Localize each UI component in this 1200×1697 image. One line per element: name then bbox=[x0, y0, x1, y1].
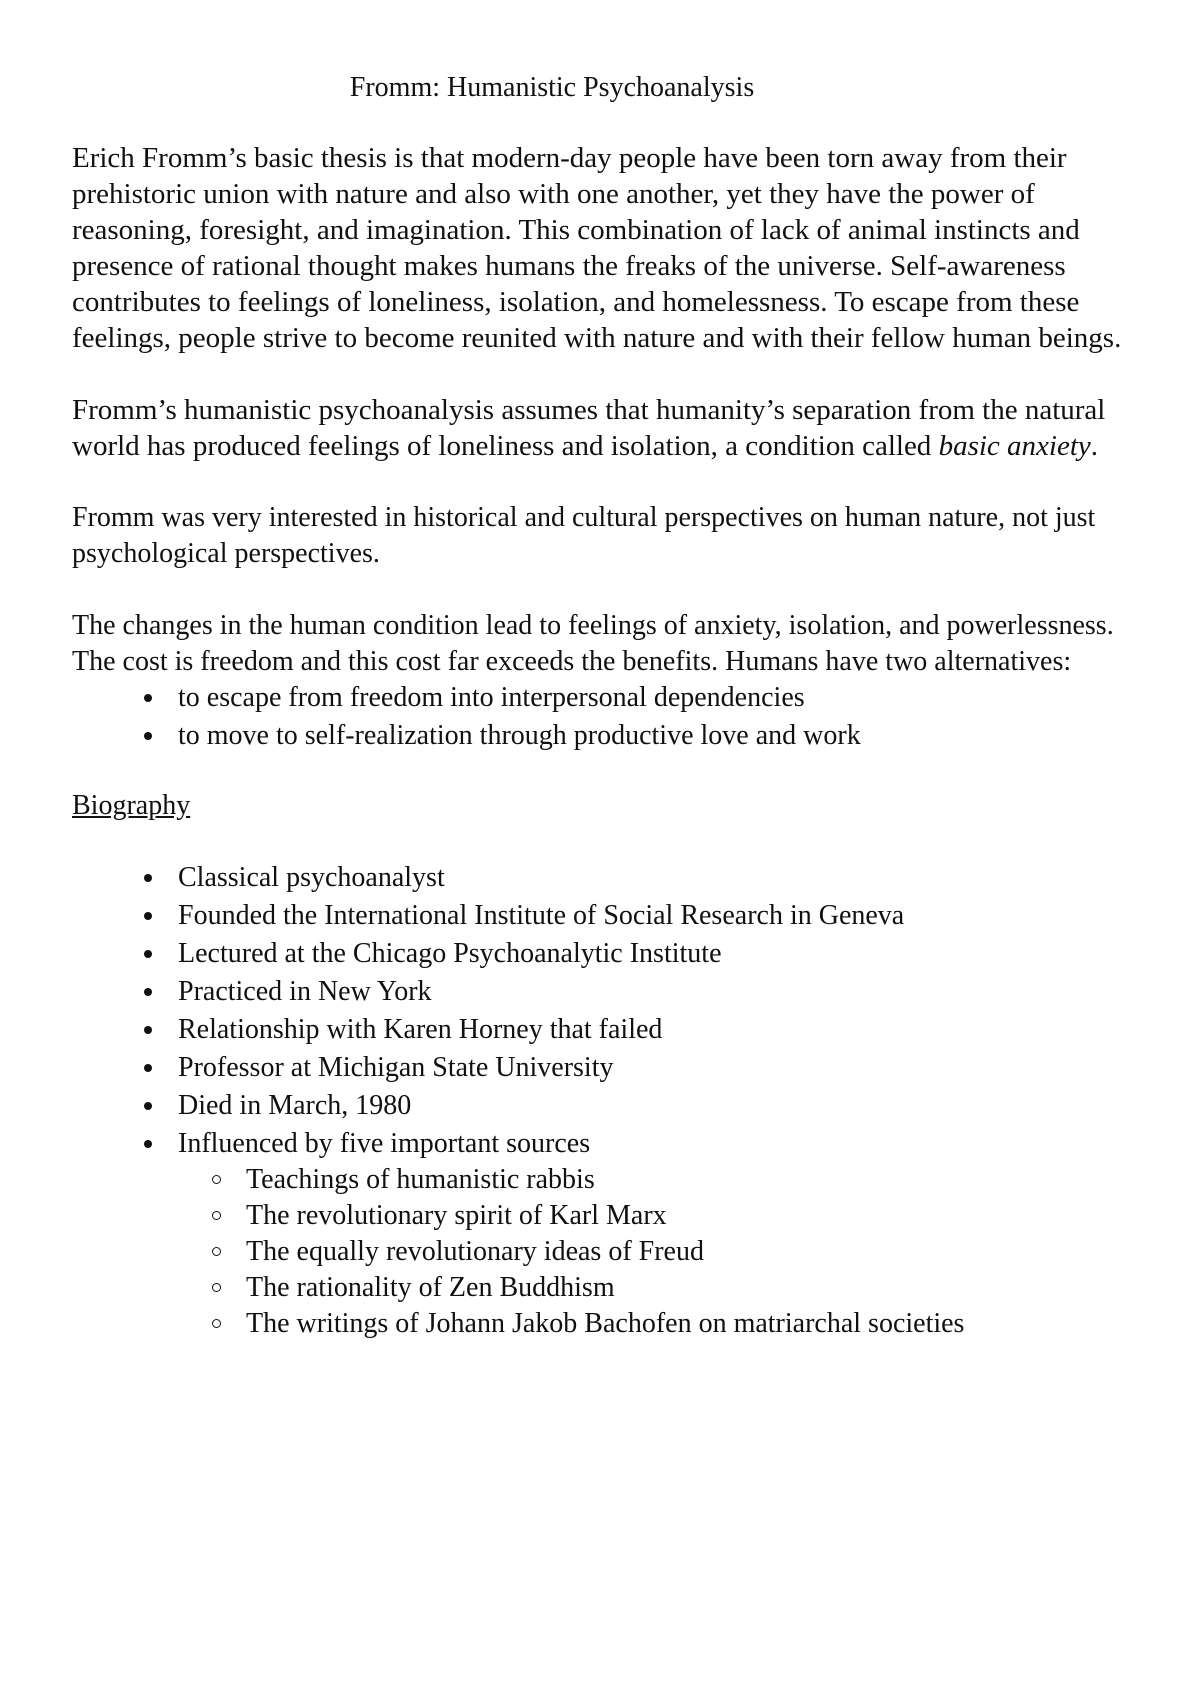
sub-list-item bbox=[208, 1198, 1142, 1234]
list-item bbox=[140, 936, 1142, 972]
basic-anxiety-end: . bbox=[1090, 430, 1099, 462]
basic-anxiety-text: Fromm’s humanistic psychoanalysis assumes that humanity’s separation from the natural world has produced feelings of loneliness and isolation, a condition called bbox=[72, 394, 1106, 462]
sub-list-item bbox=[208, 1162, 1142, 1198]
sub-list-item-text: Teachings of humanistic rabbis bbox=[246, 1164, 595, 1195]
list-item-text: Lectured at the Chicago Psychoanalytic Institute bbox=[178, 938, 722, 969]
hollow-bullet-icon bbox=[212, 1247, 221, 1256]
sub-list-item bbox=[208, 1306, 1142, 1342]
hollow-bullet-icon bbox=[212, 1175, 221, 1184]
basic-anxiety-paragraph bbox=[72, 392, 1142, 464]
perspectives-paragraph: Fromm was very interested in historical and cultural perspectives on human nature, not just psychological perspectives. bbox=[72, 502, 1096, 569]
document-page bbox=[72, 70, 1142, 1344]
sub-list-item bbox=[208, 1234, 1142, 1270]
bullet-icon bbox=[144, 988, 152, 996]
hollow-bullet-icon bbox=[212, 1211, 221, 1220]
sub-list-item-text: The revolutionary spirit of Karl Marx bbox=[246, 1200, 667, 1231]
list-item bbox=[140, 1012, 1142, 1048]
bullet-icon bbox=[144, 874, 152, 882]
list-item bbox=[140, 1126, 1142, 1342]
human-condition-paragraph: The changes in the human condition lead to feelings of anxiety, isolation, and powerlessness. The cost is freedom and this cost far exceeds the benefits. Humans have two alternatives: bbox=[72, 610, 1114, 677]
bullet-icon bbox=[144, 1140, 152, 1148]
list-item-text: Influenced by five important sources bbox=[178, 1128, 591, 1159]
list-item bbox=[140, 860, 1142, 896]
list-item-text: Relationship with Karen Horney that failed bbox=[178, 1014, 663, 1045]
list-item bbox=[140, 974, 1142, 1010]
bullet-icon bbox=[144, 732, 152, 740]
basic-anxiety-term: basic anxiety bbox=[938, 430, 1091, 462]
bullet-icon bbox=[144, 1064, 152, 1072]
list-item-text: Practiced in New York bbox=[178, 976, 432, 1007]
hollow-bullet-icon bbox=[212, 1319, 221, 1328]
alternatives-list bbox=[72, 680, 1142, 754]
hollow-bullet-icon bbox=[212, 1283, 221, 1292]
page-title: Fromm: Humanistic Psychoanalysis bbox=[349, 72, 755, 103]
list-item bbox=[140, 680, 1142, 716]
bullet-icon bbox=[144, 694, 152, 702]
sub-list-item-text: The equally revolutionary ideas of Freud bbox=[246, 1236, 704, 1267]
bullet-icon bbox=[144, 950, 152, 958]
list-item-text: Founded the International Institute of Social Research in Geneva bbox=[178, 900, 905, 931]
list-item bbox=[140, 898, 1142, 934]
list-item-text: to move to self-realization through productive love and work bbox=[178, 720, 861, 751]
list-item bbox=[140, 718, 1142, 754]
sub-list-item bbox=[208, 1270, 1142, 1306]
sub-list-item-text: The writings of Johann Jakob Bachofen on matriarchal societies bbox=[246, 1308, 965, 1339]
biography-heading: Biography bbox=[72, 790, 191, 821]
biography-list bbox=[72, 860, 1142, 1342]
list-item-text: Died in March, 1980 bbox=[178, 1090, 412, 1121]
list-item-text: Classical psychoanalyst bbox=[178, 862, 445, 893]
list-item-text: Professor at Michigan State University bbox=[178, 1052, 614, 1083]
bullet-icon bbox=[144, 912, 152, 920]
list-item bbox=[140, 1088, 1142, 1124]
sub-list-item-text: The rationality of Zen Buddhism bbox=[246, 1272, 615, 1303]
list-item-text: to escape from freedom into interpersonal dependencies bbox=[178, 682, 805, 713]
list-item bbox=[140, 1050, 1142, 1086]
intro-paragraph: Erich Fromm’s basic thesis is that modern-day people have been torn away from their prehistoric union with nature and also with one another, yet they have the power of reasoning, foresight, and imagination. This combination of lack of animal instincts and presence of rational thought makes humans the freaks of the universe. Self-awareness contributes to feelings of loneliness, isolation, and homelessness. To escape from these feelings, people strive to become reunited with nature and with their fellow human beings. bbox=[72, 142, 1122, 354]
sources-list bbox=[178, 1162, 1142, 1342]
bullet-icon bbox=[144, 1026, 152, 1034]
bullet-icon bbox=[144, 1102, 152, 1110]
